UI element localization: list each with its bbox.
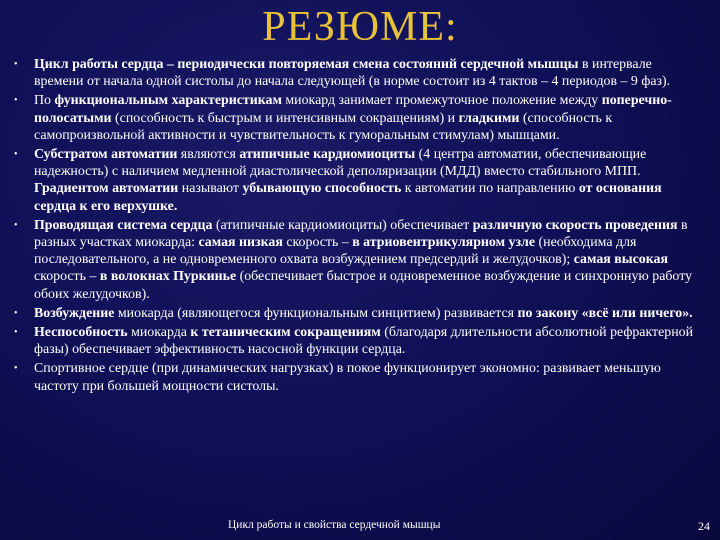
bold-text: различную скорость проведения bbox=[472, 217, 678, 233]
bold-text: Градиентом автоматии bbox=[34, 181, 179, 197]
text: скорость – bbox=[282, 235, 353, 251]
list-item bbox=[14, 217, 704, 303]
text: (необходима для последовательного, а не одновременного охвата возбуждением предсердий и желудочков); bbox=[34, 235, 637, 268]
text: (4 центра автоматии, обеспечивающие надежность) с наличием медленной диастолической деполяризации (МДД) вместо стабильного МПП. bbox=[34, 147, 647, 180]
bold-text: убывающую способность bbox=[242, 181, 402, 197]
list-item bbox=[14, 360, 704, 394]
page-number: 24 bbox=[698, 519, 710, 533]
bold-text: в атриовентрикулярном узле bbox=[352, 235, 536, 251]
text: являются bbox=[177, 147, 240, 163]
bullet-icon: • bbox=[14, 307, 18, 319]
text: в интервале времени от начала одной систолы до начала следующей (в норме состоит из 4 тактов – 4 периодов – 9 фаз). bbox=[34, 57, 671, 90]
bold-text: по закону «всё или ничего». bbox=[517, 305, 693, 321]
bullet-icon: • bbox=[14, 363, 18, 375]
list-item bbox=[14, 92, 704, 144]
text: (способность к быстрым и интенсивным сокращениям) и bbox=[111, 110, 459, 126]
bullet-icon: • bbox=[14, 327, 18, 339]
bold-text: Проводящая система сердца bbox=[34, 217, 213, 233]
bold-text: Неспособность bbox=[34, 325, 128, 341]
bold-text: поперечно-полосатыми bbox=[34, 93, 672, 126]
text: (способность к самопроизвольной активности и чувствительность к гуморальным стимулам) мышцами. bbox=[34, 110, 613, 143]
bullet-icon: • bbox=[14, 95, 18, 107]
text: скорость – bbox=[34, 269, 100, 285]
bold-text: функциональным характеристикам bbox=[54, 93, 282, 109]
text: миокард занимает промежуточное положение между bbox=[281, 93, 602, 109]
text: (обеспечивает быстрое и одновременное возбуждение и синхронную работу обоих желудочков). bbox=[34, 269, 693, 302]
list-item bbox=[14, 305, 704, 322]
text: называют bbox=[178, 181, 243, 197]
bullet-list bbox=[14, 56, 704, 397]
bold-text: самая высокая bbox=[573, 252, 668, 268]
text: миокарда (являющегося функциональным синцитием) развивается bbox=[114, 305, 518, 321]
list-item bbox=[14, 146, 704, 215]
text: (атипичные кардиомиоциты) обеспечивает bbox=[212, 217, 473, 233]
bullet-icon: • bbox=[14, 59, 18, 70]
bold-text: Субстратом автоматии bbox=[34, 147, 178, 163]
bullet-icon: • bbox=[14, 149, 18, 161]
bold-text: Возбуждение bbox=[34, 305, 115, 321]
bold-text: в волокнах Пуркинье bbox=[99, 269, 237, 285]
text: в разных участках миокарда: bbox=[34, 217, 688, 251]
list-item bbox=[14, 56, 704, 90]
text: миокарда bbox=[127, 325, 191, 341]
text: к автоматии по направлению bbox=[401, 181, 579, 197]
footer-text: Цикл работы и свойства сердечной мышцы bbox=[228, 519, 441, 531]
bold-text: от основания сердца к его верхушке. bbox=[34, 181, 662, 214]
bold-text: Цикл работы сердца – периодически повторяемая смена состояний сердечной мышцы bbox=[34, 57, 579, 72]
text: По bbox=[34, 93, 55, 109]
bold-text: к тетаническим сокращениям bbox=[190, 325, 381, 341]
bold-text: атипичные кардиомиоциты bbox=[239, 147, 416, 163]
list-item bbox=[14, 324, 704, 358]
bullet-icon: • bbox=[14, 219, 18, 231]
bold-text: гладкими bbox=[458, 110, 520, 126]
text: Спортивное сердце (при динамических нагрузках) в покое функционирует экономно: развивает меньшую частоту при большей мощности систолы. bbox=[34, 361, 661, 394]
slide-title: РЕЗЮМЕ: bbox=[262, 4, 458, 50]
bold-text: самая низкая bbox=[198, 235, 283, 251]
text: (благодаря длительности абсолютной рефрактерной фазы) обеспечивает эффективность насосной функции сердца. bbox=[34, 325, 694, 358]
slide-footer bbox=[0, 519, 720, 537]
